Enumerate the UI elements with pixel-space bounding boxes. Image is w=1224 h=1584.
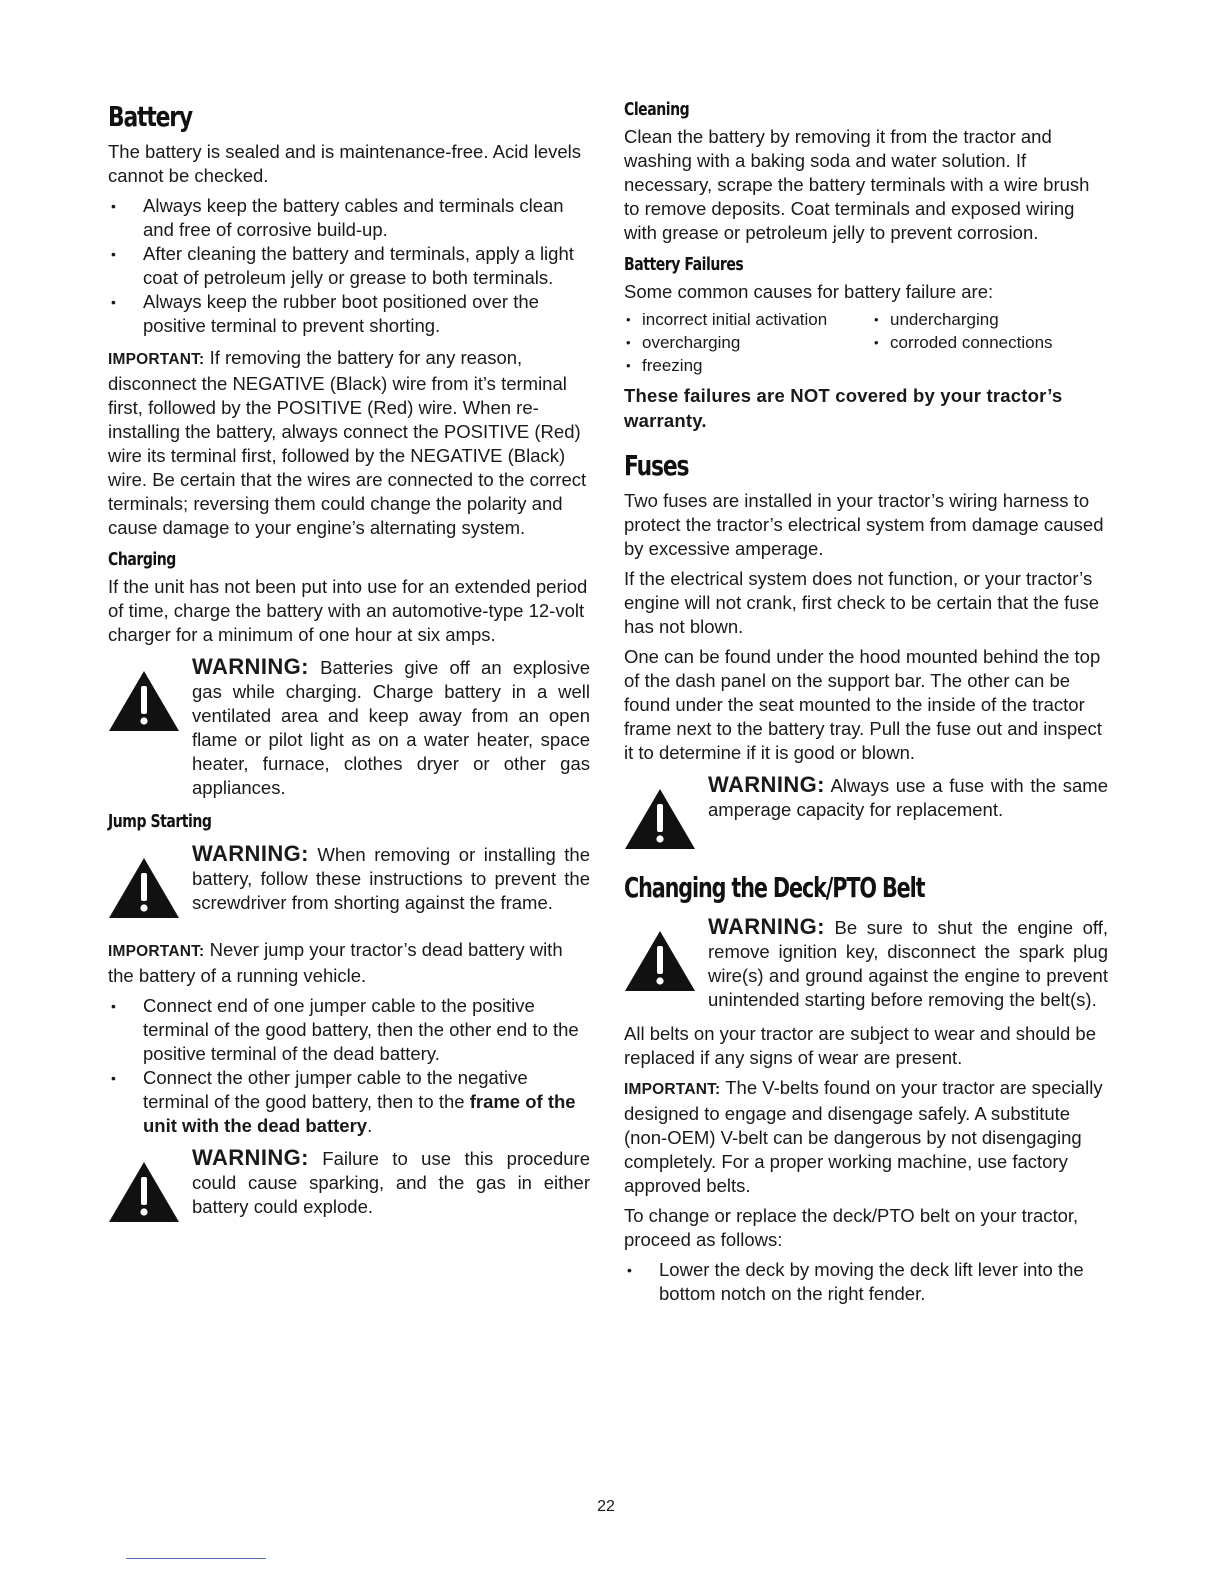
fuses-p2: If the electrical system does not function, or your tractor’s engine will not crank, first check to be certain that the fuse has not blown. [624,568,1100,637]
cleaning-heading: Cleaning [624,99,690,120]
failure-causes [624,308,1108,377]
belt-bullets [624,1258,1108,1306]
charging-heading: Charging [108,549,176,570]
failures-text: Some common causes for battery failure are: [624,281,994,302]
warning-body: Failure to use this procedure could cause sparking, and the gas in either battery could explode. [192,1148,590,1217]
battery-intro: The battery is sealed and is maintenance-free. Acid levels cannot be checked. [108,141,582,186]
list-item [108,1066,590,1138]
important-text: Never jump your tractor’s dead battery with the battery of a running vehicle. [108,939,563,986]
belt-important [624,1076,1108,1198]
warning-body: Batteries give off an explosive gas while charging. Charge battery in a well ventilated area and keep away from an open flame or pilot light as on a water heater, space heater, furnace, clothes dryer or other gas appliances. [192,657,590,798]
warning-triangle-icon [624,929,708,1001]
important-label: IMPORTANT: [108,351,205,368]
bullet-text: . [367,1115,373,1136]
bullet-text: Connect the other jumper cable to the negative terminal of the good battery, then to the [143,1067,528,1112]
list-item: • overcharging [624,331,872,354]
warning-text [708,915,1108,1012]
jump-warning-2 [108,1146,590,1232]
warning-text [192,842,590,915]
warning-body: Always use a fuse with the same amperage capacity for replacement. [708,775,1108,820]
charging-warning [108,655,590,800]
battery-heading: Battery [108,100,192,133]
belt-warning [624,915,1108,1012]
battery-important [108,346,590,540]
belt-p1: All belts on your tractor are subject to wear and should be replaced if any signs of wear are present. [624,1023,1097,1068]
warning-text [192,1146,590,1219]
list-item: • Always keep the rubber boot positioned over the positive terminal to prevent shorting. [108,290,590,338]
warning-text [708,773,1108,822]
belt-p2: To change or replace the deck/PTO belt on your tractor, proceed as follows: [624,1205,1079,1250]
page-number: 22 [597,1498,615,1515]
warning-label: WARNING: [192,1145,309,1170]
jump-bullets [108,994,590,1138]
cleaning-text: Clean the battery by removing it from the tractor and washing with a baking soda and water solution. If necessary, scrape the battery terminals with a wire brush to remove deposits. Coat terminals and exposed wiring with grease or petroleum jelly to prevent corrosion. [624,126,1090,243]
jump-starting-heading: Jump Starting [108,811,212,832]
list-item: • incorrect initial activation [624,308,872,331]
fuses-warning [624,773,1108,859]
warning-label: WARNING: [192,654,309,679]
jump-important [108,938,590,988]
list-item: • freezing [624,354,872,377]
fuses-p3: One can be found under the hood mounted behind the top of the dash panel on the support bar. The other can be found under the seat mounted to the inside of the tractor frame next to the battery tray. Pull the fuse out and inspect it to determine if it is good or blown. [624,646,1102,763]
important-text: The V-belts found on your tractor are specially designed to engage and disengage safely. A substitute (non-OEM) V-belt can be dangerous by not disengaging completely. For a proper working machine, use factory approved belts. [624,1077,1103,1196]
important-label: IMPORTANT: [624,1081,721,1098]
warning-body: Be sure to shut the engine off, remove ignition key, disconnect the spark plug wire(s) and ground against the engine to prevent unintended starting before removing the belt(s). [708,917,1108,1010]
warning-body: When removing or installing the battery, follow these instructions to prevent the screwdriver from shorting against the frame. [192,844,590,913]
warning-triangle-icon [624,787,708,859]
important-label: IMPORTANT: [108,943,205,960]
battery-bullets [108,194,590,338]
warning-triangle-icon [108,669,192,741]
fuses-p1: Two fuses are installed in your tractor’s wiring harness to protect the tractor’s electrical system from damage caused by excessive amperage. [624,490,1104,559]
bullet-emphasis: frame of the unit with the dead battery [143,1091,576,1136]
fuses-heading: Fuses [624,449,689,482]
important-text: If removing the battery for any reason, disconnect the NEGATIVE (Black) wire from it’s terminal first, followed by the POSITIVE (Red) wire. When re-installing the battery, always connect the POSITIVE (Red) wire its terminal first, followed by the NEGATIVE (Black) wire. Be certain that the wires are connected to the correct terminals; reversing them could change the polarity and cause damage to your engine’s alternating system. [108,347,587,538]
list-item: • After cleaning the battery and terminals, apply a light coat of petroleum jelly or grease to both terminals. [108,242,590,290]
warning-label: WARNING: [708,772,825,797]
list-item: • corroded connections [872,331,1108,354]
jump-warning [108,842,590,928]
belt-heading: Changing the Deck/PTO Belt [624,871,925,904]
list-item: • Always keep the battery cables and terminals clean and free of corrosive build-up. [108,194,590,242]
left-column [108,98,590,1242]
warning-triangle-icon [108,1160,192,1232]
list-item: • Connect end of one jumper cable to the positive terminal of the good battery, then the other end to the positive terminal of the dead battery. [108,994,590,1066]
footer-rule [126,1558,266,1559]
list-item: • Lower the deck by moving the deck lift lever into the bottom notch on the right fender. [624,1258,1108,1306]
warning-triangle-icon [108,856,192,928]
battery-failures-heading: Battery Failures [624,254,744,275]
warning-label: WARNING: [192,841,309,866]
list-item: • undercharging [872,308,1108,331]
warning-text [192,655,590,800]
charging-text: If the unit has not been put into use for an extended period of time, charge the battery with an automotive-type 12-volt charger for a minimum of one hour at six amps. [108,576,588,645]
warranty-note: These failures are NOT covered by your tractor’s warranty. [624,385,1063,431]
warning-label: WARNING: [708,914,825,939]
right-column [624,98,1108,1314]
